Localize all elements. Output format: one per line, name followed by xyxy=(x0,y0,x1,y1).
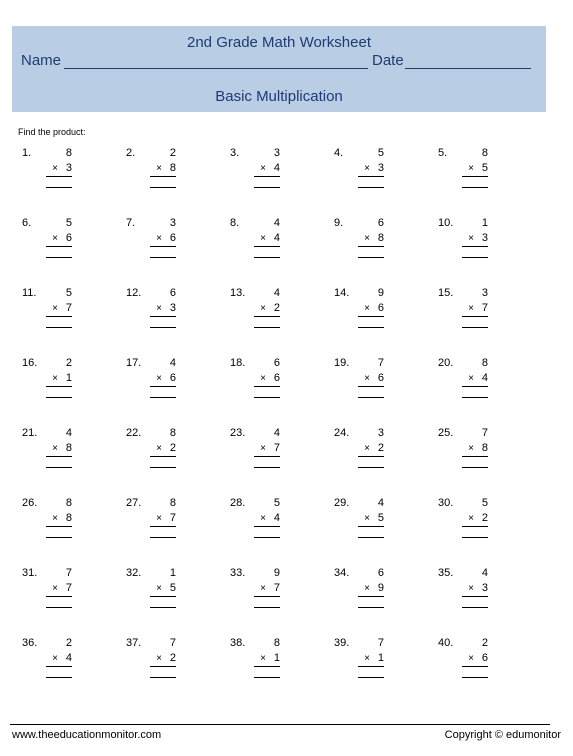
problem-number: 37. xyxy=(126,637,142,649)
answer-line[interactable] xyxy=(358,327,384,328)
multiplicand: 1 xyxy=(481,217,488,229)
multiplier: 1 xyxy=(273,652,280,664)
multiply-sign: × xyxy=(156,513,162,524)
multiplier: 6 xyxy=(169,372,176,384)
problem-item xyxy=(22,287,72,329)
multiply-sign: × xyxy=(260,233,266,244)
multiply-sign: × xyxy=(364,233,370,244)
problem-rule xyxy=(358,176,384,177)
multiplicand: 7 xyxy=(65,567,72,579)
multiply-sign: × xyxy=(364,583,370,594)
multiplier: 4 xyxy=(65,652,72,664)
problem-item xyxy=(22,567,72,609)
problem-rule xyxy=(254,526,280,527)
problem-item xyxy=(334,427,384,469)
answer-line[interactable] xyxy=(254,327,280,328)
multiplicand: 5 xyxy=(65,217,72,229)
problem-number: 26. xyxy=(22,497,38,509)
multiplicand: 5 xyxy=(273,497,280,509)
problem-rule xyxy=(150,316,176,317)
problem-rule xyxy=(462,176,488,177)
worksheet-subtitle: Basic Multiplication xyxy=(215,88,343,105)
footer-copyright: Copyright © edumonitor xyxy=(444,729,561,741)
multiplicand: 3 xyxy=(377,427,384,439)
multiplicand: 5 xyxy=(65,287,72,299)
multiply-sign: × xyxy=(468,303,474,314)
problem-item xyxy=(438,287,488,329)
multiplier: 8 xyxy=(65,512,72,524)
multiplier: 3 xyxy=(481,582,488,594)
problem-item xyxy=(22,147,72,189)
problem-item xyxy=(22,427,72,469)
multiply-sign: × xyxy=(364,163,370,174)
problem-rule xyxy=(150,246,176,247)
multiplicand: 6 xyxy=(273,357,280,369)
problem-rule xyxy=(254,456,280,457)
problem-item xyxy=(334,637,384,679)
answer-line[interactable] xyxy=(358,677,384,678)
answer-line[interactable] xyxy=(46,537,72,538)
problem-rule xyxy=(358,316,384,317)
multiplier: 7 xyxy=(169,512,176,524)
multiplicand: 5 xyxy=(377,147,384,159)
date-field-line[interactable] xyxy=(405,68,531,69)
problem-rule xyxy=(358,246,384,247)
problem-item xyxy=(230,567,280,609)
multiplicand: 3 xyxy=(273,147,280,159)
multiplier: 4 xyxy=(273,512,280,524)
problem-number: 40. xyxy=(438,637,454,649)
problem-number: 32. xyxy=(126,567,142,579)
multiplier: 5 xyxy=(377,512,384,524)
answer-line[interactable] xyxy=(46,677,72,678)
multiplier: 3 xyxy=(169,302,176,314)
multiply-sign: × xyxy=(468,583,474,594)
problem-number: 13. xyxy=(230,287,246,299)
multiplicand: 6 xyxy=(377,567,384,579)
multiplier: 6 xyxy=(65,232,72,244)
multiplicand: 4 xyxy=(377,497,384,509)
problem-rule xyxy=(358,386,384,387)
multiplicand: 8 xyxy=(65,147,72,159)
problem-number: 3. xyxy=(230,147,240,159)
multiply-sign: × xyxy=(260,443,266,454)
problem-rule xyxy=(254,596,280,597)
multiplier: 2 xyxy=(377,442,384,454)
multiplicand: 7 xyxy=(481,427,488,439)
multiply-sign: × xyxy=(260,653,266,664)
problem-rule xyxy=(46,386,72,387)
footer-divider xyxy=(10,724,550,725)
multiplicand: 8 xyxy=(169,497,176,509)
problem-number: 29. xyxy=(334,497,350,509)
multiply-sign: × xyxy=(468,233,474,244)
multiply-sign: × xyxy=(260,583,266,594)
multiplier: 2 xyxy=(481,512,488,524)
problem-rule xyxy=(254,386,280,387)
problem-item xyxy=(22,217,72,259)
multiplicand: 9 xyxy=(377,287,384,299)
multiplicand: 4 xyxy=(273,217,280,229)
multiplier: 2 xyxy=(169,652,176,664)
multiplicand: 8 xyxy=(481,357,488,369)
multiplicand: 7 xyxy=(169,637,176,649)
problem-number: 5. xyxy=(438,147,448,159)
multiply-sign: × xyxy=(364,653,370,664)
multiplicand: 4 xyxy=(65,427,72,439)
multiplicand: 3 xyxy=(481,287,488,299)
multiply-sign: × xyxy=(468,373,474,384)
multiplicand: 4 xyxy=(273,287,280,299)
problem-item xyxy=(438,427,488,469)
multiplier: 5 xyxy=(481,162,488,174)
problem-rule xyxy=(150,456,176,457)
problem-rule xyxy=(150,386,176,387)
problem-rule xyxy=(462,386,488,387)
problem-item xyxy=(230,357,280,399)
problem-number: 25. xyxy=(438,427,454,439)
multiplicand: 4 xyxy=(481,567,488,579)
problem-rule xyxy=(46,176,72,177)
problem-rule xyxy=(358,666,384,667)
problem-item xyxy=(230,427,280,469)
answer-line[interactable] xyxy=(462,327,488,328)
problem-number: 8. xyxy=(230,217,240,229)
problem-number: 14. xyxy=(334,287,350,299)
multiplier: 1 xyxy=(377,652,384,664)
problem-item xyxy=(334,497,384,539)
multiply-sign: × xyxy=(156,303,162,314)
problem-number: 17. xyxy=(126,357,142,369)
multiply-sign: × xyxy=(468,163,474,174)
problem-number: 31. xyxy=(22,567,38,579)
multiply-sign: × xyxy=(52,443,58,454)
answer-line[interactable] xyxy=(150,537,176,538)
problem-number: 35. xyxy=(438,567,454,579)
multiply-sign: × xyxy=(52,163,58,174)
problem-rule xyxy=(150,666,176,667)
multiplicand: 6 xyxy=(377,217,384,229)
multiplier: 9 xyxy=(377,582,384,594)
problem-rule xyxy=(46,316,72,317)
problem-item xyxy=(334,147,384,189)
problem-rule xyxy=(46,596,72,597)
problem-rule xyxy=(254,666,280,667)
problem-item xyxy=(230,637,280,679)
answer-line[interactable] xyxy=(46,607,72,608)
multiplier: 4 xyxy=(273,232,280,244)
answer-line[interactable] xyxy=(150,467,176,468)
multiply-sign: × xyxy=(52,233,58,244)
problem-number: 39. xyxy=(334,637,350,649)
answer-line[interactable] xyxy=(358,467,384,468)
answer-line[interactable] xyxy=(254,397,280,398)
problem-rule xyxy=(462,246,488,247)
multiplicand: 8 xyxy=(481,147,488,159)
problem-item xyxy=(22,357,72,399)
multiply-sign: × xyxy=(156,443,162,454)
answer-line[interactable] xyxy=(462,537,488,538)
answer-line[interactable] xyxy=(462,677,488,678)
problem-number: 34. xyxy=(334,567,350,579)
problem-item xyxy=(126,637,176,679)
multiply-sign: × xyxy=(156,373,162,384)
problem-rule xyxy=(46,456,72,457)
multiply-sign: × xyxy=(52,513,58,524)
answer-line[interactable] xyxy=(254,257,280,258)
answer-line[interactable] xyxy=(254,187,280,188)
multiplier: 6 xyxy=(273,372,280,384)
problem-number: 12. xyxy=(126,287,142,299)
problem-rule xyxy=(46,666,72,667)
multiplier: 3 xyxy=(65,162,72,174)
problem-rule xyxy=(462,526,488,527)
answer-line[interactable] xyxy=(358,607,384,608)
multiply-sign: × xyxy=(468,513,474,524)
multiplicand: 3 xyxy=(169,217,176,229)
worksheet-header xyxy=(12,26,546,112)
problem-number: 21. xyxy=(22,427,38,439)
problem-rule xyxy=(462,456,488,457)
answer-line[interactable] xyxy=(462,187,488,188)
multiplier: 2 xyxy=(273,302,280,314)
multiplier: 5 xyxy=(169,582,176,594)
multiplicand: 2 xyxy=(65,637,72,649)
multiplier: 7 xyxy=(273,582,280,594)
problem-item xyxy=(230,287,280,329)
problem-rule xyxy=(254,316,280,317)
problem-item xyxy=(334,287,384,329)
multiplier: 6 xyxy=(377,302,384,314)
problem-number: 27. xyxy=(126,497,142,509)
answer-line[interactable] xyxy=(150,677,176,678)
multiply-sign: × xyxy=(364,373,370,384)
answer-line[interactable] xyxy=(462,257,488,258)
problem-item xyxy=(334,217,384,259)
problem-rule xyxy=(358,526,384,527)
multiply-sign: × xyxy=(52,303,58,314)
problem-item xyxy=(126,287,176,329)
problem-number: 4. xyxy=(334,147,344,159)
problem-item xyxy=(126,357,176,399)
problem-rule xyxy=(254,246,280,247)
multiply-sign: × xyxy=(52,583,58,594)
multiply-sign: × xyxy=(156,653,162,664)
problem-item xyxy=(230,217,280,259)
problem-rule xyxy=(150,176,176,177)
multiplicand: 6 xyxy=(169,287,176,299)
problem-item xyxy=(126,427,176,469)
problem-item xyxy=(22,497,72,539)
problem-number: 11. xyxy=(22,287,37,299)
problem-item xyxy=(230,497,280,539)
answer-line[interactable] xyxy=(462,607,488,608)
problem-number: 20. xyxy=(438,357,454,369)
answer-line[interactable] xyxy=(150,327,176,328)
answer-line[interactable] xyxy=(254,537,280,538)
multiplicand: 5 xyxy=(481,497,488,509)
problem-number: 23. xyxy=(230,427,246,439)
multiply-sign: × xyxy=(52,373,58,384)
problem-rule xyxy=(358,596,384,597)
answer-line[interactable] xyxy=(46,467,72,468)
answer-line[interactable] xyxy=(254,677,280,678)
problem-item xyxy=(334,357,384,399)
problem-rule xyxy=(254,176,280,177)
multiplicand: 8 xyxy=(273,637,280,649)
multiply-sign: × xyxy=(468,653,474,664)
answer-line[interactable] xyxy=(254,467,280,468)
multiplicand: 7 xyxy=(377,637,384,649)
instructions: Find the product: xyxy=(18,127,86,137)
multiply-sign: × xyxy=(364,303,370,314)
multiplier: 6 xyxy=(481,652,488,664)
problem-item xyxy=(334,567,384,609)
problem-rule xyxy=(150,596,176,597)
multiplicand: 2 xyxy=(169,147,176,159)
answer-line[interactable] xyxy=(150,607,176,608)
problem-number: 6. xyxy=(22,217,32,229)
problem-item xyxy=(438,147,488,189)
multiplicand: 2 xyxy=(481,637,488,649)
problem-number: 33. xyxy=(230,567,246,579)
multiply-sign: × xyxy=(364,513,370,524)
multiplicand: 9 xyxy=(273,567,280,579)
date-label: Date xyxy=(372,52,404,69)
multiply-sign: × xyxy=(52,653,58,664)
problem-number: 16. xyxy=(22,357,38,369)
multiply-sign: × xyxy=(156,583,162,594)
multiplier: 8 xyxy=(169,162,176,174)
problem-number: 7. xyxy=(126,217,136,229)
name-field-line[interactable] xyxy=(64,68,368,69)
footer-website[interactable]: www.theeducationmonitor.com xyxy=(12,729,162,741)
problem-number: 19. xyxy=(334,357,350,369)
answer-line[interactable] xyxy=(358,257,384,258)
multiply-sign: × xyxy=(156,233,162,244)
answer-line[interactable] xyxy=(358,187,384,188)
problem-item xyxy=(126,147,176,189)
multiplier: 6 xyxy=(169,232,176,244)
multiplier: 7 xyxy=(65,302,72,314)
multiplier: 7 xyxy=(273,442,280,454)
multiplier: 8 xyxy=(481,442,488,454)
problem-item xyxy=(126,497,176,539)
multiplicand: 2 xyxy=(65,357,72,369)
answer-line[interactable] xyxy=(358,397,384,398)
problem-rule xyxy=(150,526,176,527)
multiply-sign: × xyxy=(260,373,266,384)
problem-rule xyxy=(462,596,488,597)
problem-item xyxy=(126,217,176,259)
multiplier: 7 xyxy=(65,582,72,594)
problem-rule xyxy=(46,246,72,247)
problem-number: 28. xyxy=(230,497,246,509)
answer-line[interactable] xyxy=(46,257,72,258)
problem-number: 22. xyxy=(126,427,142,439)
multiplicand: 8 xyxy=(169,427,176,439)
multiplier: 4 xyxy=(481,372,488,384)
problem-number: 30. xyxy=(438,497,454,509)
problem-rule xyxy=(46,526,72,527)
problem-rule xyxy=(358,456,384,457)
problem-number: 10. xyxy=(438,217,454,229)
multiply-sign: × xyxy=(260,303,266,314)
multiplier: 1 xyxy=(65,372,72,384)
multiplier: 6 xyxy=(377,372,384,384)
problem-rule xyxy=(462,316,488,317)
answer-line[interactable] xyxy=(358,537,384,538)
problem-number: 18. xyxy=(230,357,246,369)
worksheet-title: 2nd Grade Math Worksheet xyxy=(187,34,371,51)
problem-number: 15. xyxy=(438,287,454,299)
answer-line[interactable] xyxy=(150,187,176,188)
problem-item xyxy=(230,147,280,189)
multiplier: 8 xyxy=(65,442,72,454)
multiplier: 4 xyxy=(273,162,280,174)
problem-item xyxy=(126,567,176,609)
answer-line[interactable] xyxy=(150,397,176,398)
multiply-sign: × xyxy=(156,163,162,174)
multiply-sign: × xyxy=(260,163,266,174)
multiplier: 7 xyxy=(481,302,488,314)
answer-line[interactable] xyxy=(254,607,280,608)
problem-rule xyxy=(462,666,488,667)
answer-line[interactable] xyxy=(46,397,72,398)
problem-item xyxy=(438,567,488,609)
problem-number: 9. xyxy=(334,217,344,229)
multiplier: 8 xyxy=(377,232,384,244)
problem-number: 1. xyxy=(22,147,32,159)
multiplicand: 1 xyxy=(169,567,176,579)
multiply-sign: × xyxy=(468,443,474,454)
answer-line[interactable] xyxy=(46,327,72,328)
problem-item xyxy=(438,497,488,539)
answer-line[interactable] xyxy=(462,467,488,468)
problem-number: 24. xyxy=(334,427,350,439)
multiplier: 2 xyxy=(169,442,176,454)
problem-number: 2. xyxy=(126,147,136,159)
answer-line[interactable] xyxy=(46,187,72,188)
multiplicand: 7 xyxy=(377,357,384,369)
answer-line[interactable] xyxy=(150,257,176,258)
multiply-sign: × xyxy=(260,513,266,524)
problem-item xyxy=(438,357,488,399)
answer-line[interactable] xyxy=(462,397,488,398)
multiplicand: 4 xyxy=(169,357,176,369)
multiplier: 3 xyxy=(377,162,384,174)
name-label: Name xyxy=(21,52,62,69)
multiplicand: 4 xyxy=(273,427,280,439)
problem-item xyxy=(438,217,488,259)
multiplier: 3 xyxy=(481,232,488,244)
multiplicand: 8 xyxy=(65,497,72,509)
problem-item xyxy=(438,637,488,679)
problem-number: 38. xyxy=(230,637,246,649)
problem-number: 36. xyxy=(22,637,38,649)
multiply-sign: × xyxy=(364,443,370,454)
problem-item xyxy=(22,637,72,679)
